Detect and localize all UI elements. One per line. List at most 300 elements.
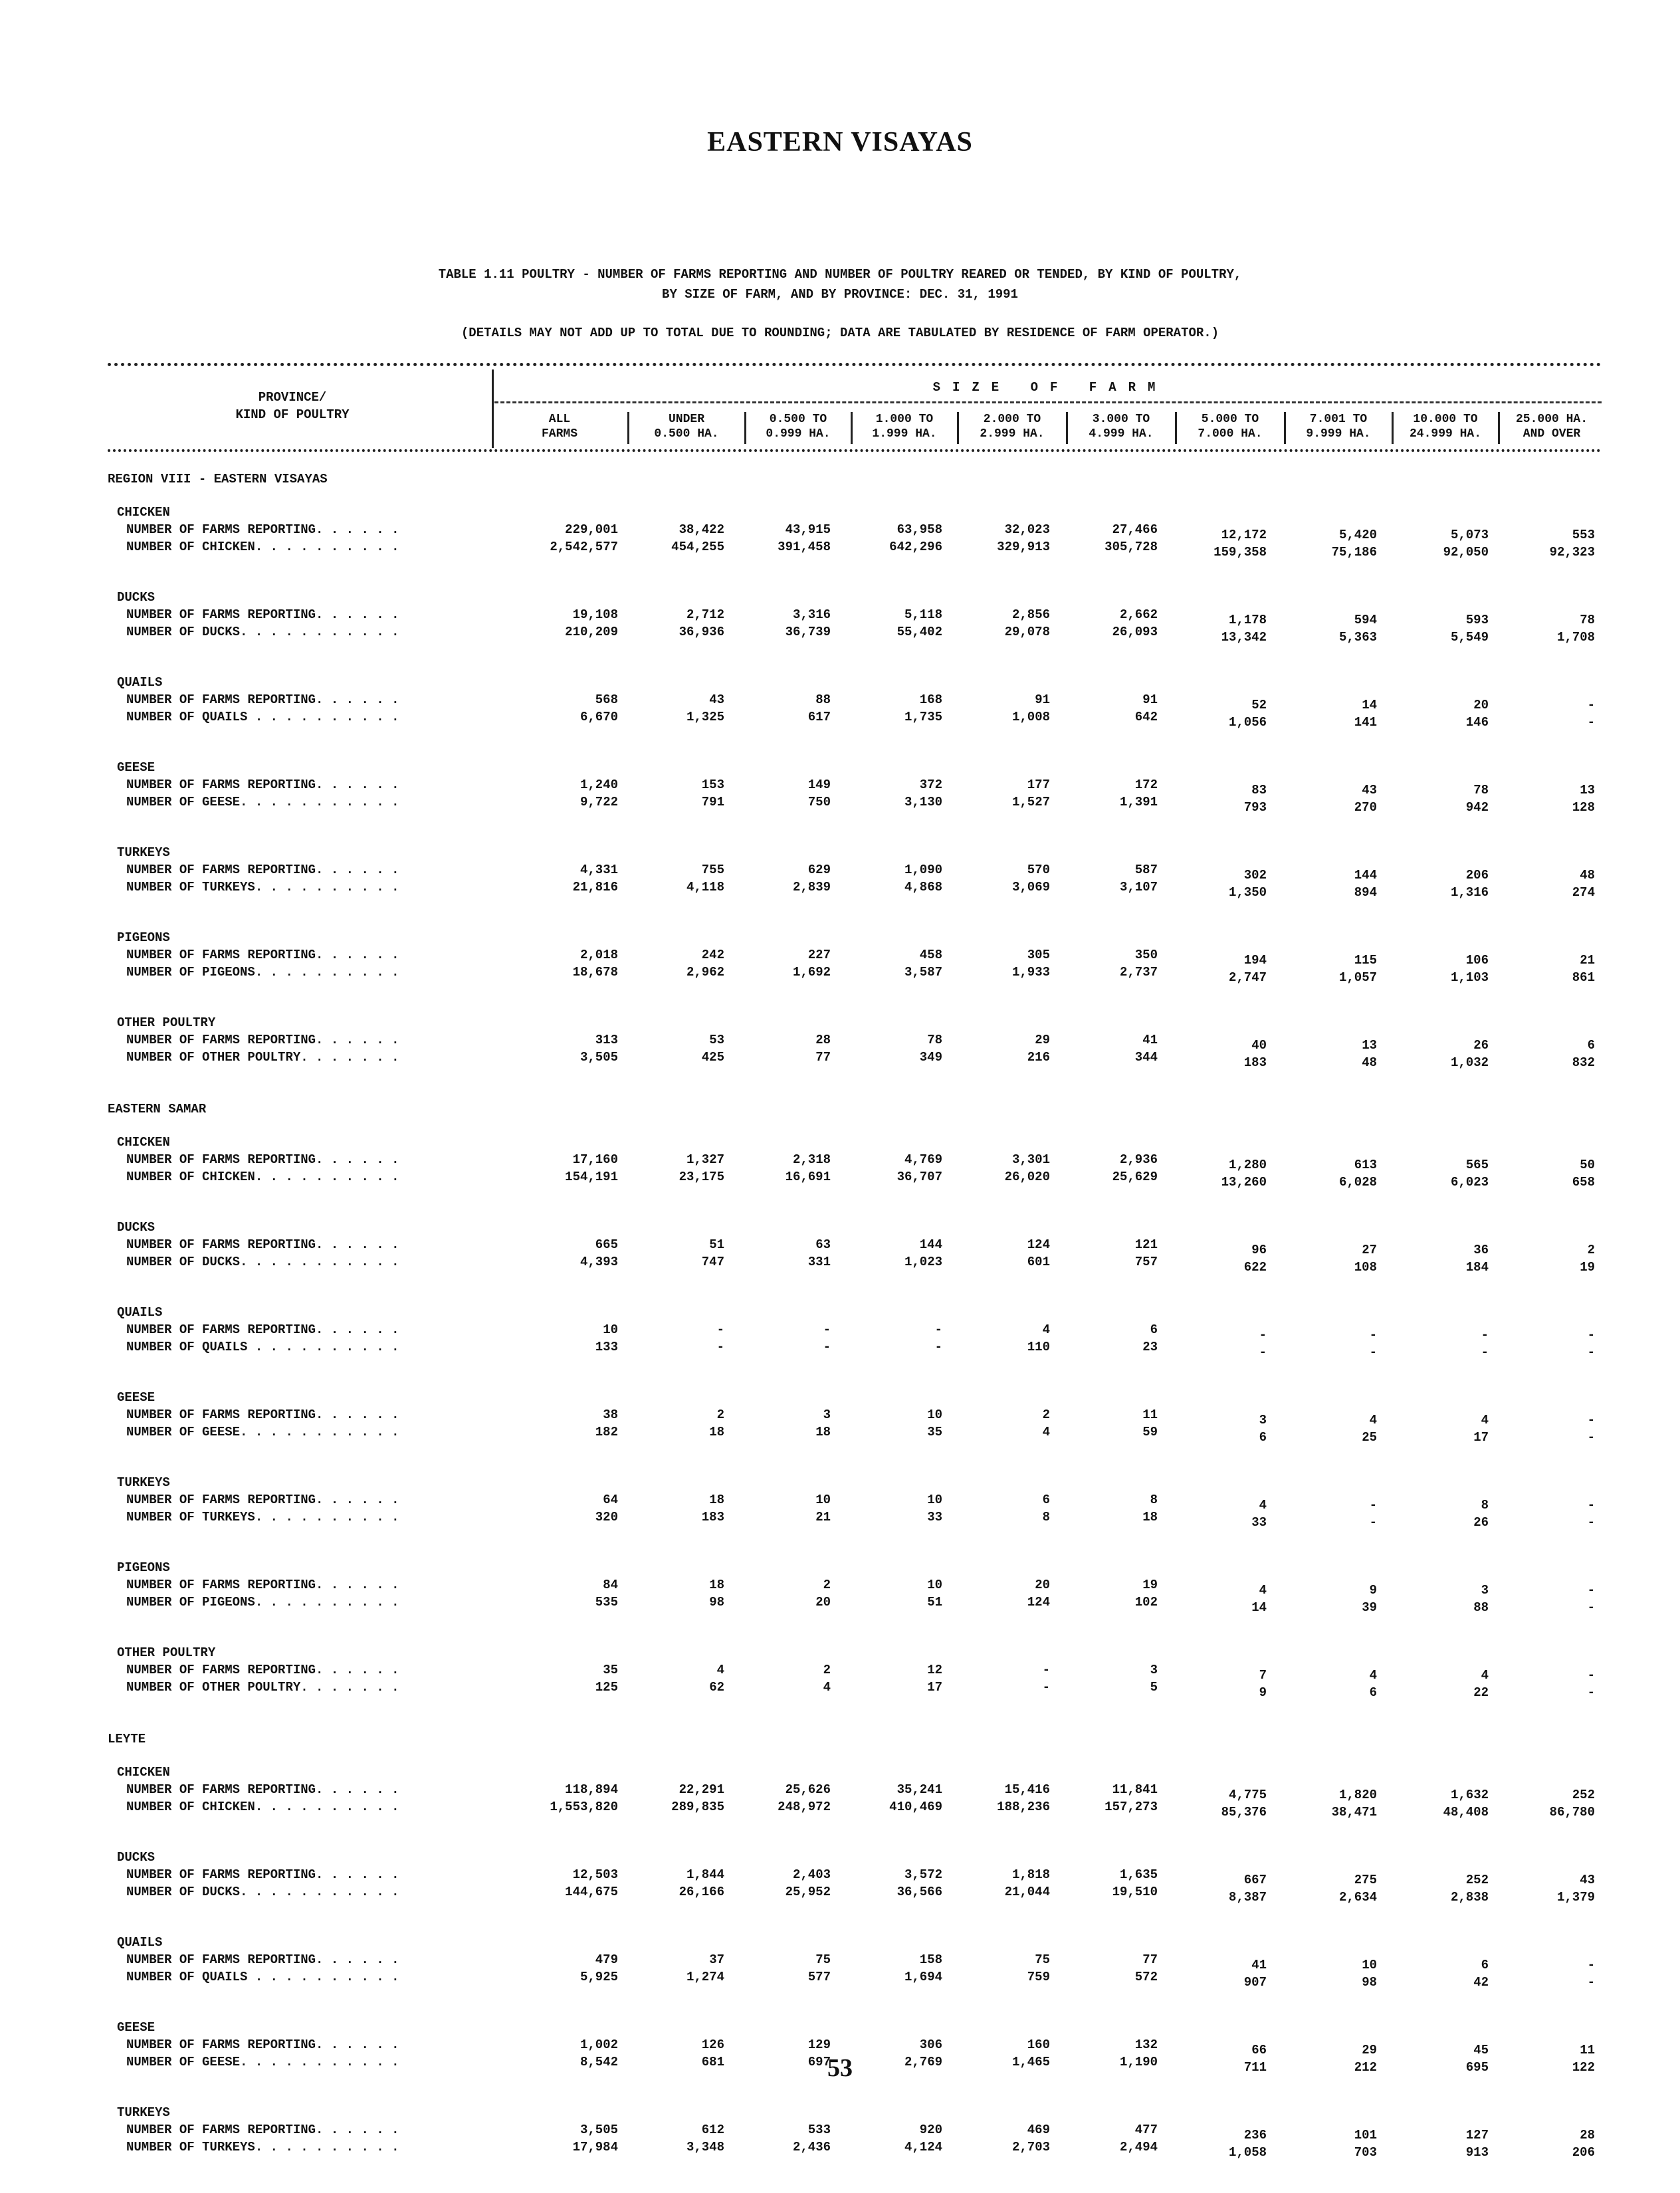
cell-value: 1,818: [1011, 1867, 1050, 1882]
cell-value: 23: [1142, 1340, 1158, 1354]
cell-value: 168: [919, 692, 942, 707]
cell-value: -: [1587, 1600, 1595, 1615]
cell-value: 121: [1134, 1237, 1158, 1252]
poultry-kind: DUCKS: [117, 1220, 156, 1235]
cell-value: 4: [1259, 1583, 1267, 1598]
cell-value: 48: [1580, 868, 1595, 883]
row-label: NUMBER OF CHICKEN. . . . . . . . . .: [126, 1170, 399, 1184]
cell-value: -: [1587, 1958, 1595, 1972]
cell-value: 91: [1035, 692, 1050, 707]
cell-value: 13: [1580, 783, 1595, 797]
cell-value: 942: [1465, 800, 1489, 815]
cell-value: 907: [1243, 1975, 1267, 1990]
cell-value: 229,001: [565, 522, 618, 537]
cell-value: 59: [1142, 1425, 1158, 1439]
cell-value: 183: [701, 1510, 724, 1524]
cell-value: 10: [1362, 1958, 1377, 1972]
cell-value: -: [1481, 1345, 1489, 1360]
cell-value: 1,735: [904, 710, 942, 724]
poultry-kind: QUAILS: [117, 675, 163, 690]
cell-value: 2,494: [1119, 2140, 1158, 2154]
row-label: NUMBER OF OTHER POULTRY. . . . . . .: [126, 1050, 399, 1065]
cell-value: 275: [1354, 1873, 1377, 1887]
cell-value: 4: [823, 1680, 831, 1695]
cell-value: 5: [1150, 1680, 1158, 1695]
row-label: NUMBER OF FARMS REPORTING. . . . . .: [126, 1578, 399, 1592]
row-label: NUMBER OF FARMS REPORTING. . . . . .: [126, 948, 399, 962]
section-title: LEYTE: [108, 1732, 146, 1746]
row-label: NUMBER OF FARMS REPORTING. . . . . .: [126, 778, 399, 792]
cell-value: -: [1587, 698, 1595, 712]
cell-value: 2,018: [579, 948, 618, 962]
cell-value: 98: [1362, 1975, 1377, 1990]
cell-value: -: [823, 1322, 831, 1337]
cell-value: 128: [1572, 800, 1595, 815]
cell-value: 27: [1362, 1243, 1377, 1257]
cell-value: 9: [1259, 1685, 1267, 1700]
column-header-line: AND OVER: [1522, 427, 1581, 441]
cell-value: -: [1587, 1345, 1595, 1360]
poultry-kind: GEESE: [117, 760, 156, 775]
cell-value: 78: [927, 1033, 942, 1047]
cell-value: -: [1259, 1345, 1267, 1360]
cell-value: 18: [709, 1493, 724, 1507]
cell-value: 66: [1251, 2043, 1267, 2057]
cell-value: 613: [1354, 1158, 1377, 1172]
row-label: NUMBER OF FARMS REPORTING. . . . . .: [126, 1782, 399, 1797]
cell-value: 5,925: [579, 1970, 618, 1984]
cell-value: 78: [1473, 783, 1489, 797]
cell-value: 27,466: [1112, 522, 1158, 537]
cell-value: 533: [807, 2123, 831, 2137]
cell-value: 86,780: [1549, 1805, 1595, 1820]
cell-value: -: [1587, 1975, 1595, 1990]
cell-value: 149: [807, 778, 831, 792]
cell-value: 21,044: [1004, 1885, 1050, 1899]
column-header-line: 24.999 HA.: [1409, 427, 1482, 441]
cell-value: 747: [701, 1255, 724, 1269]
cell-value: 2: [823, 1663, 831, 1677]
cell-value: 16,691: [785, 1170, 831, 1184]
cell-value: 36,707: [896, 1170, 942, 1184]
cell-value: 20: [815, 1595, 831, 1610]
cell-value: 106: [1465, 953, 1489, 968]
cell-value: 41: [1142, 1033, 1158, 1047]
cell-value: 127: [1465, 2128, 1489, 2142]
cell-value: 36: [1473, 1243, 1489, 1257]
cell-value: 3,505: [579, 2123, 618, 2137]
cell-value: 52: [1251, 698, 1267, 712]
cell-value: 1,694: [904, 1970, 942, 1984]
cell-value: 33: [927, 1510, 942, 1524]
cell-value: 38,471: [1331, 1805, 1377, 1820]
poultry-kind: DUCKS: [117, 1850, 156, 1865]
cell-value: 372: [919, 778, 942, 792]
cell-value: 9: [1369, 1583, 1377, 1598]
cell-value: 270: [1354, 800, 1377, 815]
column-header-line: 1.999 HA.: [872, 427, 937, 441]
cell-value: 1,325: [686, 710, 724, 724]
row-label: NUMBER OF OTHER POULTRY. . . . . . .: [126, 1680, 399, 1695]
cell-value: 133: [595, 1340, 618, 1354]
cell-value: 125: [595, 1680, 618, 1695]
cell-value: -: [1587, 1583, 1595, 1598]
cell-value: -: [1587, 1430, 1595, 1445]
cell-value: -: [716, 1340, 724, 1354]
cell-value: 469: [1027, 2123, 1050, 2137]
cell-value: -: [1587, 1413, 1595, 1427]
cell-value: 5,073: [1450, 528, 1489, 542]
cell-value: 22,291: [679, 1782, 724, 1797]
cell-value: 39: [1362, 1600, 1377, 1615]
cell-value: 6,670: [579, 710, 618, 724]
cell-value: 159,358: [1213, 545, 1267, 560]
cell-value: -: [1587, 1668, 1595, 1683]
cell-value: 38,422: [679, 522, 724, 537]
cell-value: 535: [595, 1595, 618, 1610]
cell-value: 26,093: [1112, 625, 1158, 639]
cell-value: 25,626: [785, 1782, 831, 1797]
cell-value: 20: [1473, 698, 1489, 712]
cell-value: 3,587: [904, 965, 942, 980]
cell-value: 40: [1251, 1038, 1267, 1053]
cell-value: 331: [807, 1255, 831, 1269]
cell-value: 21: [815, 1510, 831, 1524]
cell-value: 3,572: [904, 1867, 942, 1882]
cell-value: 2,318: [792, 1152, 831, 1167]
cell-value: 77: [1142, 1952, 1158, 1967]
cell-value: 12,503: [572, 1867, 618, 1882]
cell-value: 306: [919, 2037, 942, 2052]
cell-value: 22: [1473, 1685, 1489, 1700]
table-caption-line2: BY SIZE OF FARM, AND BY PROVINCE: DEC. 31, 1991: [662, 287, 1018, 302]
cell-value: 118,894: [565, 1782, 618, 1797]
cell-value: 4,868: [904, 880, 942, 894]
cell-value: 33: [1251, 1515, 1267, 1530]
cell-value: 146: [1465, 715, 1489, 730]
column-header-line: 7.000 HA.: [1198, 427, 1263, 441]
cell-value: 344: [1134, 1050, 1158, 1065]
cell-value: 26,166: [679, 1885, 724, 1899]
cell-value: 2,712: [686, 607, 724, 622]
row-label: NUMBER OF FARMS REPORTING. . . . . .: [126, 863, 399, 877]
cell-value: 6: [1369, 1685, 1377, 1700]
cell-value: 593: [1465, 613, 1489, 627]
cell-value: -: [823, 1340, 831, 1354]
row-label: NUMBER OF TURKEYS. . . . . . . . . .: [126, 880, 399, 894]
cell-value: -: [1587, 1515, 1595, 1530]
row-label: NUMBER OF DUCKS. . . . . . . . . . .: [126, 1885, 399, 1899]
cell-value: 129: [807, 2037, 831, 2052]
row-label: NUMBER OF CHICKEN. . . . . . . . . .: [126, 540, 399, 554]
cell-value: 206: [1572, 2145, 1595, 2160]
poultry-kind: TURKEYS: [117, 1475, 170, 1490]
row-label: NUMBER OF DUCKS. . . . . . . . . . .: [126, 625, 399, 639]
cell-value: 2,703: [1011, 2140, 1050, 2154]
cell-value: -: [1369, 1345, 1377, 1360]
cell-value: 98: [709, 1595, 724, 1610]
cell-value: 4,331: [579, 863, 618, 877]
cell-value: 84: [603, 1578, 618, 1592]
row-label: NUMBER OF FARMS REPORTING. . . . . .: [126, 1408, 399, 1422]
cell-value: 18: [1142, 1510, 1158, 1524]
cell-value: 18: [815, 1425, 831, 1439]
row-label: NUMBER OF GEESE. . . . . . . . . . .: [126, 1425, 399, 1439]
cell-value: 252: [1572, 1788, 1595, 1802]
row-label: NUMBER OF PIGEONS. . . . . . . . . .: [126, 1595, 399, 1610]
cell-value: 25,629: [1112, 1170, 1158, 1184]
cell-value: 1,002: [579, 2037, 618, 2052]
cell-value: 12,172: [1221, 528, 1267, 542]
cell-value: 7: [1259, 1668, 1267, 1683]
column-header-line: 0.500 HA.: [654, 427, 719, 441]
cell-value: 14: [1362, 698, 1377, 712]
cell-value: 4,118: [686, 880, 724, 894]
cell-value: 410,469: [889, 1800, 942, 1814]
cell-value: 3,348: [686, 2140, 724, 2154]
cell-value: 6,023: [1450, 1175, 1489, 1190]
cell-value: 10: [927, 1493, 942, 1507]
cell-value: 35: [603, 1663, 618, 1677]
cell-value: 4,769: [904, 1152, 942, 1167]
cell-value: 3: [1259, 1413, 1267, 1427]
cell-value: 42: [1473, 1975, 1489, 1990]
cell-value: 26,020: [1004, 1170, 1050, 1184]
cell-value: -: [716, 1322, 724, 1337]
cell-value: 17: [1473, 1430, 1489, 1445]
cell-value: -: [1587, 1498, 1595, 1513]
cell-value: 5,420: [1338, 528, 1377, 542]
cell-value: 553: [1572, 528, 1595, 542]
cell-value: 78: [1580, 613, 1595, 627]
cell-value: 29,078: [1004, 625, 1050, 639]
cell-value: 1,692: [792, 965, 831, 980]
cell-value: 642: [1134, 710, 1158, 724]
cell-value: 622: [1243, 1260, 1267, 1275]
cell-value: 154,191: [565, 1170, 618, 1184]
cell-value: 75,186: [1331, 545, 1377, 560]
cell-value: 757: [1134, 1255, 1158, 1269]
cell-value: 3,069: [1011, 880, 1050, 894]
row-label: NUMBER OF QUAILS . . . . . . . . . .: [126, 710, 399, 724]
cell-value: 9,722: [579, 795, 618, 809]
cell-value: 1,274: [686, 1970, 724, 1984]
cell-value: 3: [823, 1408, 831, 1422]
cell-value: 4: [716, 1663, 724, 1677]
cell-value: 5,363: [1338, 630, 1377, 645]
cell-value: 75: [815, 1952, 831, 1967]
cell-value: 2,839: [792, 880, 831, 894]
cell-value: 19,510: [1112, 1885, 1158, 1899]
cell-value: 1,527: [1011, 795, 1050, 809]
cell-value: 329,913: [997, 540, 1050, 554]
column-header-line: 5.000 TO: [1201, 413, 1259, 426]
cell-value: 153: [701, 778, 724, 792]
cell-value: 1,316: [1450, 885, 1489, 900]
cell-value: 194: [1243, 953, 1267, 968]
table-caption: TABLE 1.11 POULTRY - NUMBER OF FARMS REPORTING AND NUMBER OF POULTRY REARED OR TENDED, BY KIND OF POULTRY,: [438, 267, 1242, 282]
cell-value: 4: [1481, 1413, 1489, 1427]
cell-value: 750: [807, 795, 831, 809]
cell-value: 920: [919, 2123, 942, 2137]
cell-value: 184: [1465, 1260, 1489, 1275]
row-label: NUMBER OF DUCKS. . . . . . . . . . .: [126, 1255, 399, 1269]
cell-value: 642,296: [889, 540, 942, 554]
column-header-line: 0.500 TO: [769, 413, 827, 426]
row-label: NUMBER OF QUAILS . . . . . . . . . .: [126, 1970, 399, 1984]
cell-value: 832: [1572, 1055, 1595, 1070]
cell-value: 4: [1042, 1425, 1050, 1439]
cell-value: 8,542: [579, 2055, 618, 2069]
cell-value: 6: [1587, 1038, 1595, 1053]
cell-value: 38: [603, 1408, 618, 1422]
cell-value: 1,933: [1011, 965, 1050, 980]
cell-value: 2: [716, 1408, 724, 1422]
cell-value: 55,402: [896, 625, 942, 639]
cell-value: 64: [603, 1493, 618, 1507]
cell-value: 36,739: [785, 625, 831, 639]
row-label: NUMBER OF QUAILS . . . . . . . . . .: [126, 1340, 399, 1354]
cell-value: -: [1042, 1663, 1050, 1677]
cell-value: 2: [1042, 1408, 1050, 1422]
cell-value: 45: [1473, 2043, 1489, 2057]
column-header-line: 0.999 HA.: [766, 427, 831, 441]
cell-value: 8: [1150, 1493, 1158, 1507]
cell-value: 126: [701, 2037, 724, 2052]
cell-value: 53: [709, 1033, 724, 1047]
cell-value: 302: [1243, 868, 1267, 883]
cell-value: 17,160: [572, 1152, 618, 1167]
cell-value: 92,323: [1549, 545, 1595, 560]
cell-value: 601: [1027, 1255, 1050, 1269]
cell-value: 313: [595, 1033, 618, 1047]
cell-value: 160: [1027, 2037, 1050, 2052]
cell-value: 612: [701, 2123, 724, 2137]
cell-value: -: [1587, 715, 1595, 730]
cell-value: 2,747: [1228, 970, 1267, 985]
cell-value: 157,273: [1104, 1800, 1158, 1814]
cell-value: 6: [1259, 1430, 1267, 1445]
cell-value: 13: [1362, 1038, 1377, 1053]
cell-value: 391,458: [778, 540, 831, 554]
cell-value: 206: [1465, 868, 1489, 883]
cell-value: 124: [1027, 1237, 1050, 1252]
cell-value: 1,058: [1228, 2145, 1267, 2160]
cell-value: 565: [1465, 1158, 1489, 1172]
column-header-line: 10.000 TO: [1413, 413, 1478, 426]
cell-value: 570: [1027, 863, 1050, 877]
cell-value: 19: [1580, 1260, 1595, 1275]
cell-value: 458: [919, 948, 942, 962]
cell-value: 1,178: [1228, 613, 1267, 627]
cell-value: 96: [1251, 1243, 1267, 1257]
cell-value: 1,103: [1450, 970, 1489, 985]
cell-value: 216: [1027, 1050, 1050, 1065]
page-title: EASTERN VISAYAS: [707, 127, 973, 157]
cell-value: 32,023: [1004, 522, 1050, 537]
cell-value: 587: [1134, 863, 1158, 877]
row-label: NUMBER OF FARMS REPORTING. . . . . .: [126, 692, 399, 707]
cell-value: 305,728: [1104, 540, 1158, 554]
cell-value: 29: [1035, 1033, 1050, 1047]
cell-value: 43: [709, 692, 724, 707]
cell-value: 21,816: [572, 880, 618, 894]
cell-value: 91: [1142, 692, 1158, 707]
cell-value: 101: [1354, 2128, 1377, 2142]
cell-value: 3: [1150, 1663, 1158, 1677]
column-header-line: UNDER: [668, 413, 704, 426]
cell-value: -: [1042, 1680, 1050, 1695]
row-label: NUMBER OF FARMS REPORTING. . . . . .: [126, 1663, 399, 1677]
cell-value: 25: [1362, 1430, 1377, 1445]
row-label: NUMBER OF FARMS REPORTING. . . . . .: [126, 1033, 399, 1047]
cell-value: 2,542,577: [550, 540, 618, 554]
poultry-kind: PIGEONS: [117, 1560, 170, 1575]
cell-value: 4: [1042, 1322, 1050, 1337]
poultry-kind: CHICKEN: [117, 505, 170, 520]
cell-value: 350: [1134, 948, 1158, 962]
cell-value: 274: [1572, 885, 1595, 900]
cell-value: 19,108: [572, 607, 618, 622]
row-label: NUMBER OF FARMS REPORTING. . . . . .: [126, 1493, 399, 1507]
poultry-kind: DUCKS: [117, 590, 156, 605]
cell-value: 13,342: [1221, 630, 1267, 645]
cell-value: 667: [1243, 1873, 1267, 1887]
cell-value: 477: [1134, 2123, 1158, 2137]
cell-value: 894: [1354, 885, 1377, 900]
cell-value: 14: [1251, 1600, 1267, 1615]
row-label: NUMBER OF TURKEYS. . . . . . . . . .: [126, 1510, 399, 1524]
cell-value: 3,107: [1119, 880, 1158, 894]
cell-value: 2,838: [1450, 1890, 1489, 1905]
cell-value: 3,316: [792, 607, 831, 622]
cell-value: 1,553,820: [550, 1800, 618, 1814]
cell-value: 577: [807, 1970, 831, 1984]
row-label: NUMBER OF FARMS REPORTING. . . . . .: [126, 607, 399, 622]
cell-value: 210,209: [565, 625, 618, 639]
cell-value: -: [1369, 1328, 1377, 1342]
cell-value: 1,032: [1450, 1055, 1489, 1070]
cell-value: 8: [1042, 1510, 1050, 1524]
cell-value: 665: [595, 1237, 618, 1252]
column-header-line: 2.000 TO: [983, 413, 1041, 426]
cell-value: 2,856: [1011, 607, 1050, 622]
cell-value: 43: [1362, 783, 1377, 797]
cell-value: 695: [1465, 2060, 1489, 2075]
cell-value: 4,393: [579, 1255, 618, 1269]
cell-value: 3,301: [1011, 1152, 1050, 1167]
column-header-line: FARMS: [541, 427, 578, 441]
cell-value: 183: [1243, 1055, 1267, 1070]
cell-value: 29: [1362, 2043, 1377, 2057]
cell-value: 28: [815, 1033, 831, 1047]
cell-value: 755: [701, 863, 724, 877]
cell-value: 92,050: [1443, 545, 1489, 560]
cell-value: 2,662: [1119, 607, 1158, 622]
cell-value: 793: [1243, 800, 1267, 815]
cell-value: 4,124: [904, 2140, 942, 2154]
column-header-line: ALL: [548, 413, 571, 426]
cell-value: 1,465: [1011, 2055, 1050, 2069]
cell-value: 63: [815, 1237, 831, 1252]
row-label: NUMBER OF FARMS REPORTING. . . . . .: [126, 2123, 399, 2137]
poultry-kind: GEESE: [117, 1390, 156, 1405]
cell-value: 11,841: [1112, 1782, 1158, 1797]
cell-value: 289,835: [671, 1800, 724, 1814]
cell-value: 77: [815, 1050, 831, 1065]
cell-value: 629: [807, 863, 831, 877]
cell-value: 75: [1035, 1952, 1050, 1967]
